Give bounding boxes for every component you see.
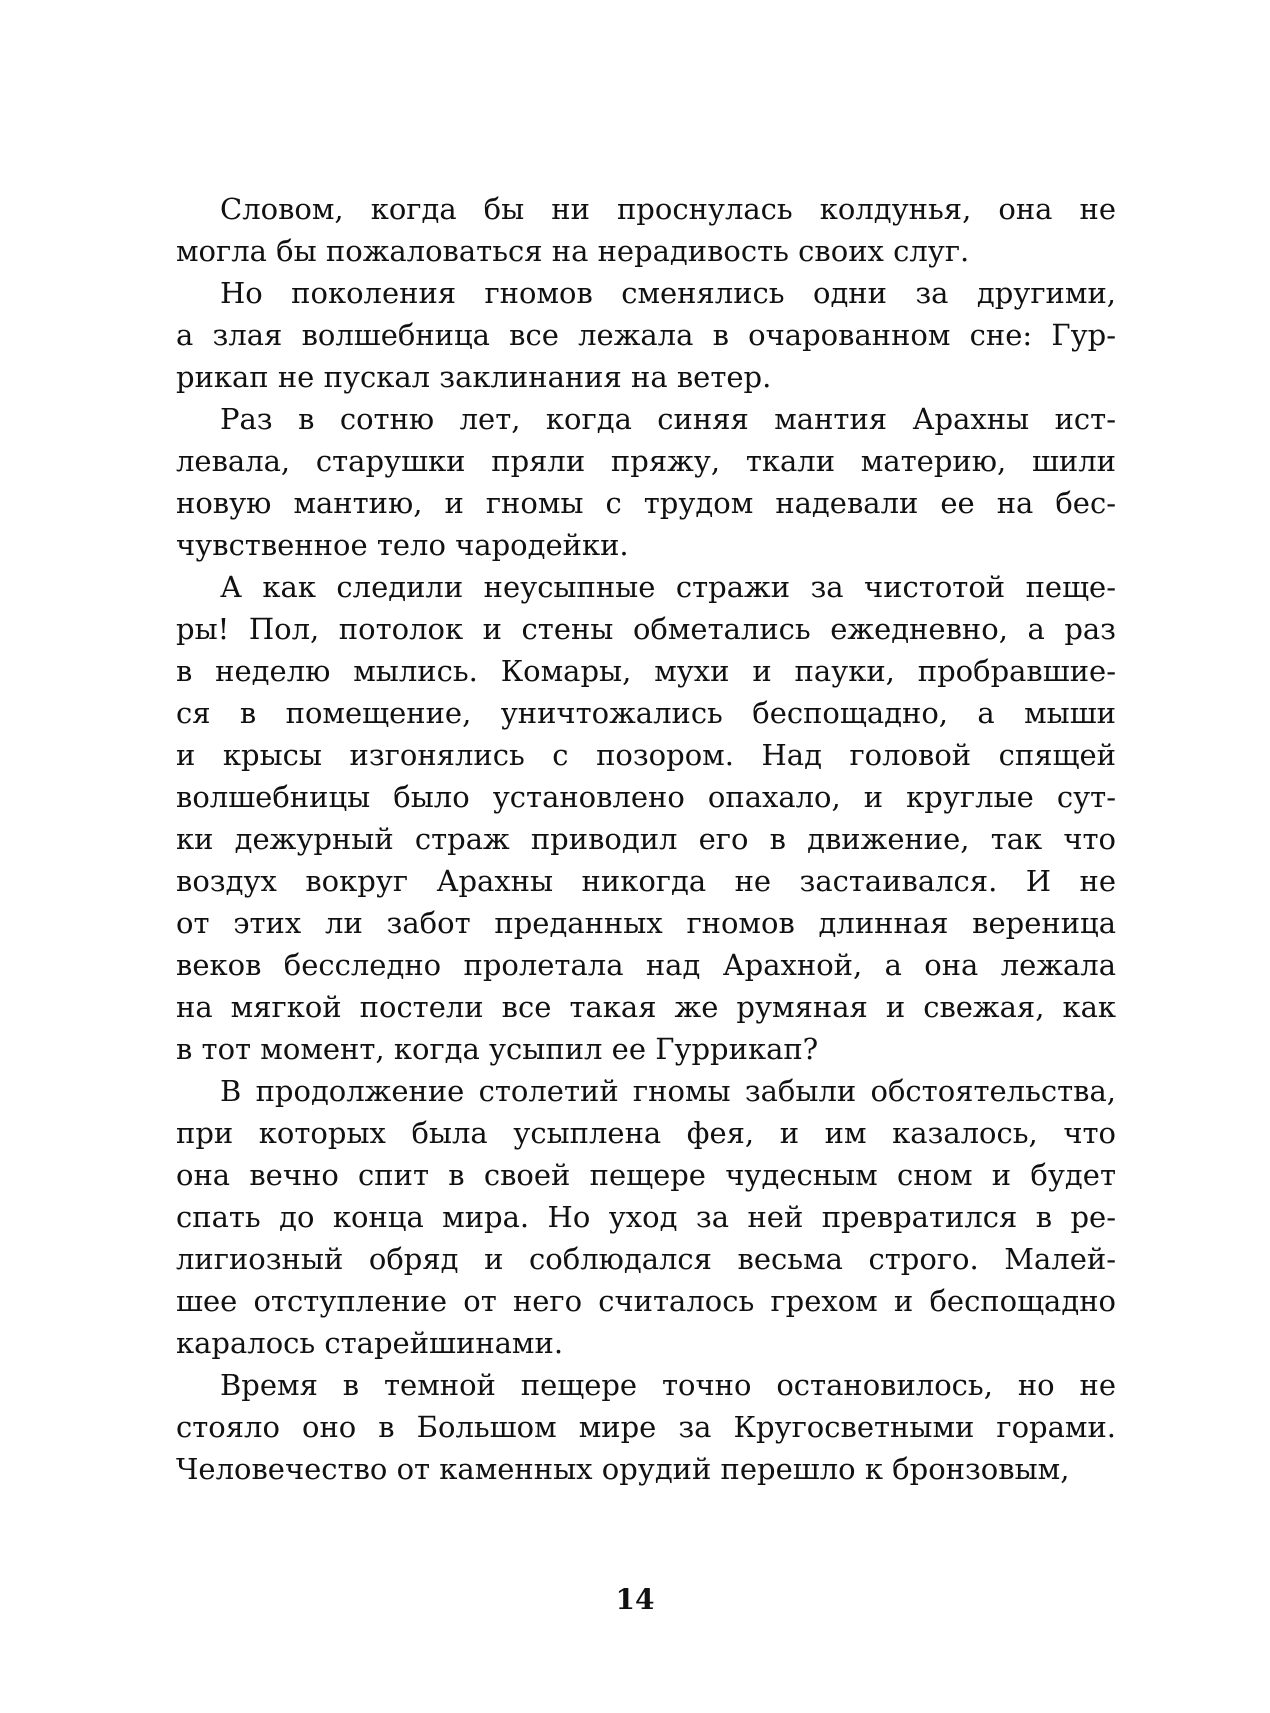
text-line: рикап не пускал заклинания на ветер. [176,360,772,394]
paragraph [176,566,1116,1070]
text-line: при которых была усыплена фея, и им казалось, что [176,1116,1116,1150]
paragraph [176,1070,1116,1364]
paragraph [176,1364,1116,1490]
text-line: стояло оно в Большом мире за Кругосветными горами. [176,1410,1116,1444]
text-line: и крысы изгонялись с позором. Над головой спящей [176,738,1116,772]
text-line: чувственное тело чародейки. [176,528,629,562]
text-line: Но поколения гномов сменялись одни за другими, [220,276,1116,310]
body-text [176,188,1116,1490]
text-line: спать до конца мира. Но уход за ней превратился в ре- [176,1200,1116,1234]
text-line: на мягкой постели все такая же румяная и свежая, как [176,990,1116,1024]
text-line: левала, старушки пряли пряжу, ткали материю, шили [176,444,1116,478]
text-line: ры! Пол, потолок и стены обметались ежедневно, а раз [176,612,1116,646]
paragraph [176,398,1116,566]
text-line: Время в темной пещере точно остановилось, но не [220,1368,1116,1402]
text-line: Раз в сотню лет, когда синяя мантия Арахны ист- [220,402,1116,436]
text-line: лигиозный обряд и соблюдался весьма строго. Малей- [176,1242,1116,1276]
text-line: Человечество от каменных орудий перешло к бронзовым, [176,1452,1070,1486]
paragraph [176,272,1116,398]
text-line: каралось старейшинами. [176,1326,564,1360]
text-line: Словом, когда бы ни проснулась колдунья, она не [220,192,1116,226]
text-line: веков бесследно пролетала над Арахной, а она лежала [176,948,1116,982]
text-line: в неделю мылись. Комары, мухи и пауки, пробравшие- [176,654,1116,688]
text-line: ся в помещение, уничтожались беспощадно, а мыши [176,696,1116,730]
text-line: новую мантию, и гномы с трудом надевали ее на бес- [176,486,1116,520]
text-line: она вечно спит в своей пещере чудесным сном и будет [176,1158,1116,1192]
text-line: В продолжение столетий гномы забыли обстоятельства, [220,1074,1116,1108]
text-line: ки дежурный страж приводил его в движение, так что [176,822,1116,856]
paragraph [176,188,1116,272]
text-line: в тот момент, когда усыпил ее Гуррикап? [176,1032,819,1066]
text-line: от этих ли забот преданных гномов длинная вереница [176,906,1116,940]
text-line: могла бы пожаловаться на нерадивость своих слуг. [176,234,970,268]
text-line: воздух вокруг Арахны никогда не застаивался. И не [176,864,1116,898]
text-line: шее отступление от него считалось грехом и беспощадно [176,1284,1116,1318]
text-line: А как следили неусыпные стражи за чистотой пеще- [220,570,1116,604]
page-number: 14 [615,1583,655,1616]
text-line: а злая волшебница все лежала в очарованном сне: Гур- [176,318,1116,352]
text-line: волшебницы было установлено опахало, и круглые сут- [176,780,1116,814]
